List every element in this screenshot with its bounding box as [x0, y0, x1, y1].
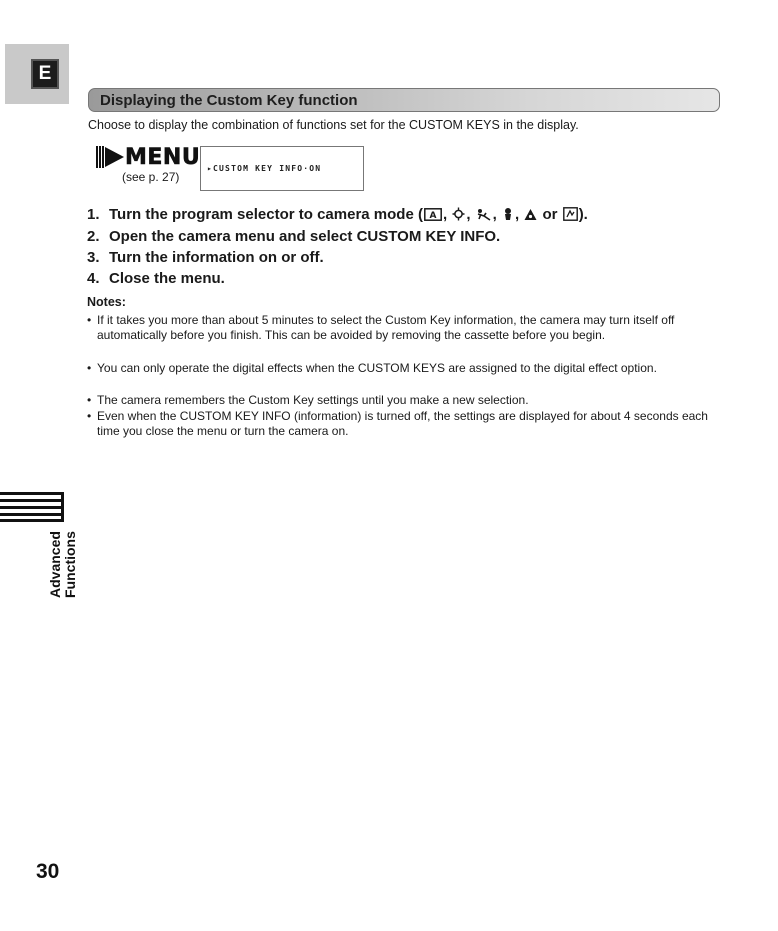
bullet-icon: • — [87, 393, 92, 407]
menu-page-reference: (see p. 27) — [122, 170, 180, 184]
step-2 — [87, 228, 500, 245]
language-badge: E — [31, 59, 59, 89]
mode-icons: A , , , , or ). — [423, 206, 588, 223]
note-text: Even when the CUSTOM KEY INFO (information) is turned off, the settings are displayed for about 4 seconds each time you close the menu or turn the camera on. — [97, 409, 708, 438]
step-number: 4. — [87, 270, 100, 287]
notes-heading: Notes: — [87, 295, 126, 309]
step-number: 2. — [87, 228, 100, 245]
portrait-mode-icon — [452, 207, 465, 225]
bullet-icon: • — [87, 313, 92, 327]
menu-screen-display — [200, 146, 364, 191]
bullet-icon: • — [87, 409, 92, 423]
side-label-line1: Advanced — [47, 531, 63, 598]
auto-mode-icon — [424, 208, 442, 225]
manual-mode-icon — [563, 207, 578, 225]
step-3 — [87, 249, 324, 266]
note-text: If it takes you more than about 5 minutes to select the Custom Key information, the camera may turn itself off automatically before you finish. This can be avoided by removing the cassette before you begin. — [97, 313, 675, 342]
intro-text: Choose to display the combination of functions set for the CUSTOM KEYS in the display. — [88, 118, 579, 132]
menu-label: MENU — [125, 145, 201, 170]
step-text: Close the menu. — [109, 270, 225, 287]
menu-arrow-icon — [105, 147, 124, 167]
page-number: 30 — [36, 860, 60, 883]
note-text: The camera remembers the Custom Key settings until you make a new selection. — [97, 393, 529, 407]
svg-text:A: A — [429, 211, 437, 221]
section-marker-edge — [61, 492, 64, 522]
note-item — [87, 409, 717, 438]
note-item — [87, 361, 717, 376]
sand-snow-mode-icon — [524, 208, 537, 225]
section-title — [88, 88, 720, 112]
step-number: 1. — [87, 206, 100, 223]
step-number: 3. — [87, 249, 100, 266]
step-1 — [87, 206, 588, 225]
sports-mode-icon — [476, 208, 492, 225]
step-text: Turn the information on or off. — [109, 249, 324, 266]
night-mode-icon — [502, 207, 514, 225]
note-item — [87, 393, 717, 408]
step-text: Turn the program selector to camera mode ( — [109, 206, 423, 223]
menu-bars-icon — [96, 146, 105, 168]
section-title-text: Displaying the Custom Key function — [100, 91, 358, 109]
note-text: You can only operate the digital effects when the CUSTOM KEYS are assigned to the digital effect option. — [97, 361, 657, 375]
step-text: Open the camera menu and select CUSTOM KEY INFO. — [109, 228, 501, 245]
menu-screen-text: ▸CUSTOM KEY INFO·ON — [207, 164, 322, 173]
step-4 — [87, 270, 225, 287]
side-label-line2: Functions — [62, 531, 78, 598]
side-section-label — [48, 531, 78, 598]
bullet-icon: • — [87, 361, 92, 375]
note-item — [87, 313, 717, 342]
